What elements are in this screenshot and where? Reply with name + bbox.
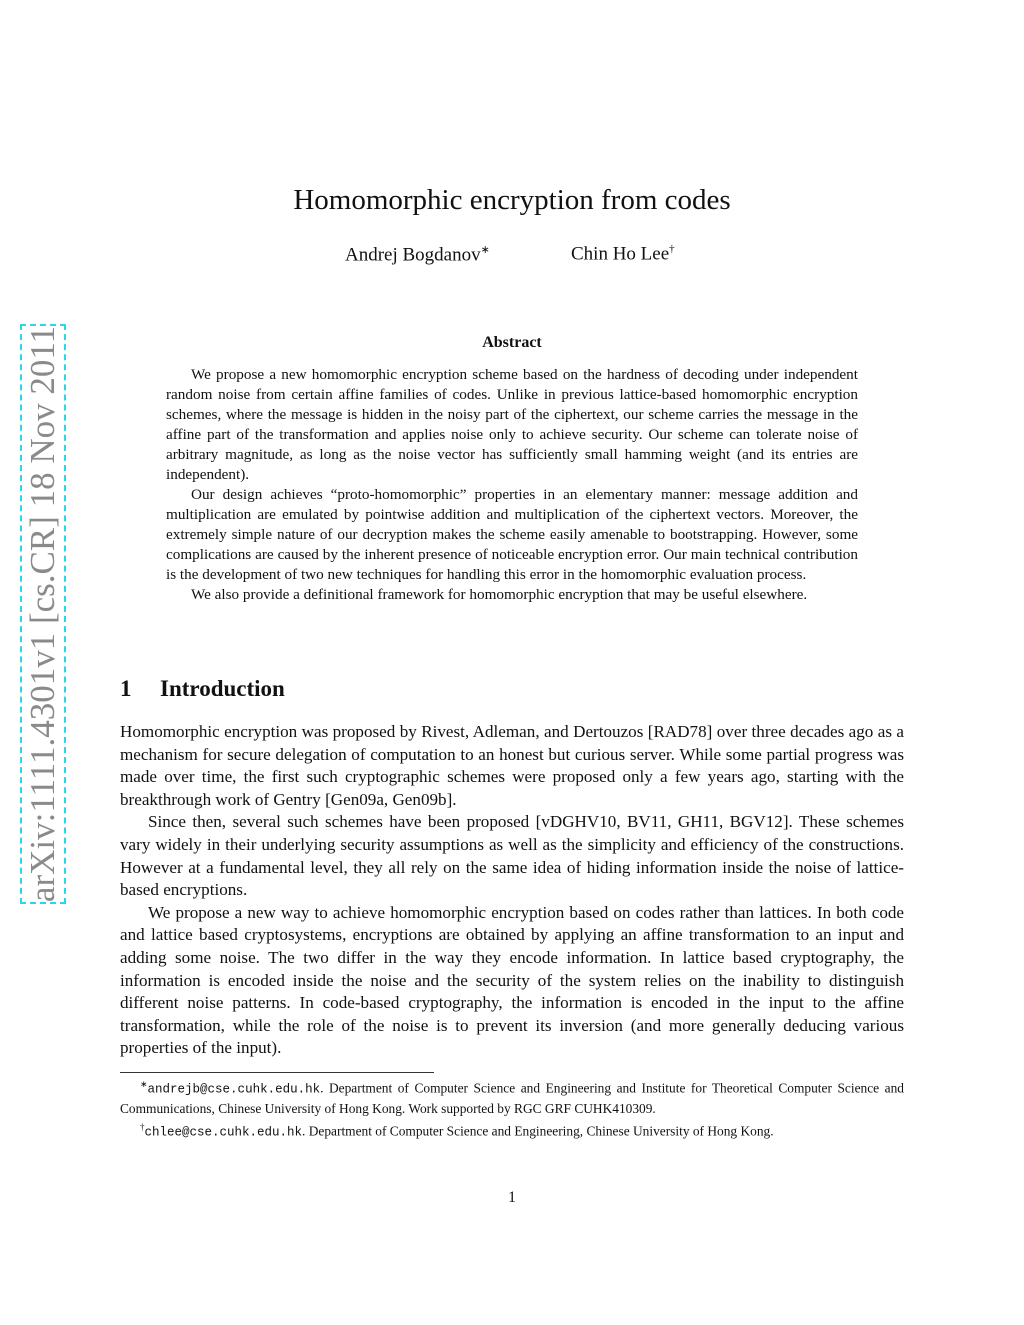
- section-body: [120, 721, 904, 1060]
- arxiv-stamp-text[interactable]: arXiv:1111.4301v1 [cs.CR] 18 Nov 2011: [23, 325, 62, 903]
- author-footnote-mark[interactable]: †: [669, 243, 675, 255]
- section-title: Introduction: [160, 676, 285, 701]
- footnote-email-link[interactable]: chlee@cse.cuhk.edu.hk: [144, 1125, 303, 1140]
- section-heading: [120, 676, 285, 702]
- author-name: Chin Ho Lee: [571, 243, 670, 265]
- footnote-1: [120, 1075, 904, 1118]
- footnote-2: [120, 1118, 904, 1142]
- footnote-mark: †: [140, 1122, 145, 1133]
- body-paragraph: Homomorphic encryption was proposed by Rivest, Adleman, and Dertouzos [RAD78] over three decades ago as a mechanism for secure delegation of computation to an honest but curious server. While some partial progress was made over time, the first such cryptographic schemes were proposed only a few years ago, starting with the breakthrough work of Gentry [Gen09a, Gen09b].: [120, 722, 904, 809]
- footnotes: [120, 1075, 904, 1143]
- footnote-email-link[interactable]: andrejb@cse.cuhk.edu.hk: [147, 1082, 321, 1097]
- section-number: 1: [120, 676, 132, 701]
- footnote-divider: [120, 1072, 434, 1073]
- footnote-text: . Department of Computer Science and Engineering and Institute for Theoretical Computer Science and Communications, Chinese University of Hong Kong. Work supported by RGC GRF CUHK410309.: [120, 1080, 904, 1117]
- author-1: [345, 243, 490, 266]
- abstract-body: [166, 365, 858, 605]
- footnote-mark: ∗: [140, 1079, 148, 1089]
- body-paragraph: Since then, several such schemes have been proposed [vDGHV10, BV11, GH11, BGV12]. These schemes vary widely in their underlying security assumptions as well as the simplicity and efficiency of the constructions. However at a fundamental level, they all rely on the same idea of hiding information inside the noise of lattice-based encryptions.: [120, 812, 904, 900]
- author-name: Andrej Bogdanov: [345, 244, 481, 266]
- page-number: 1: [508, 1189, 516, 1206]
- author-2: [571, 243, 675, 265]
- body-paragraph: We propose a new way to achieve homomorphic encryption based on codes rather than lattices. In both code and lattice based cryptosystems, encryptions are obtained by applying an affine transformation to an input and adding some noise. The two differ in the way they encode information. In lattice based cryptography, the information is encoded inside the noise and the security of the system relies on the inability to distinguish different noise patterns. In code-based cryptography, the information is encoded in the input to the affine transformation, while the role of the noise is to prevent its inversion (and more generally deducing various properties of the input).: [120, 902, 904, 1058]
- abstract-paragraph: We propose a new homomorphic encryption scheme based on the hardness of decoding under independent random noise from certain affine families of codes. Unlike in previous lattice-based homomorphic encryption schemes, where the message is hidden in the noisy part of the ciphertext, our scheme carries the message in the affine part of the transformation and applies noise only to achieve security. Our scheme can tolerate noise of arbitrary magnitude, as long as the noise vector has sufficiently small hamming weight (and its entries are independent).: [166, 366, 858, 483]
- abstract-paragraph: Our design achieves “proto-homomorphic” properties in an elementary manner: message addition and multiplication are emulated by pointwise addition and multiplication of the ciphertext vectors. Moreover, the extremely simple nature of our decryption makes the scheme easily amenable to bootstrapping. However, some complications are caused by the inherent presence of noticeable encryption error. Our main technical contribution is the development of two new techniques for handling this error in the homomorphic evaluation process.: [166, 486, 858, 583]
- footnote-text: . Department of Computer Science and Engineering, Chinese University of Hong Kong.: [302, 1123, 774, 1139]
- abstract-heading: Abstract: [482, 334, 542, 351]
- paper-title: Homomorphic encryption from codes: [293, 184, 731, 216]
- abstract-paragraph: We also provide a definitional framework for homomorphic encryption that may be useful elsewhere.: [191, 586, 808, 603]
- author-footnote-mark[interactable]: ∗: [480, 244, 490, 256]
